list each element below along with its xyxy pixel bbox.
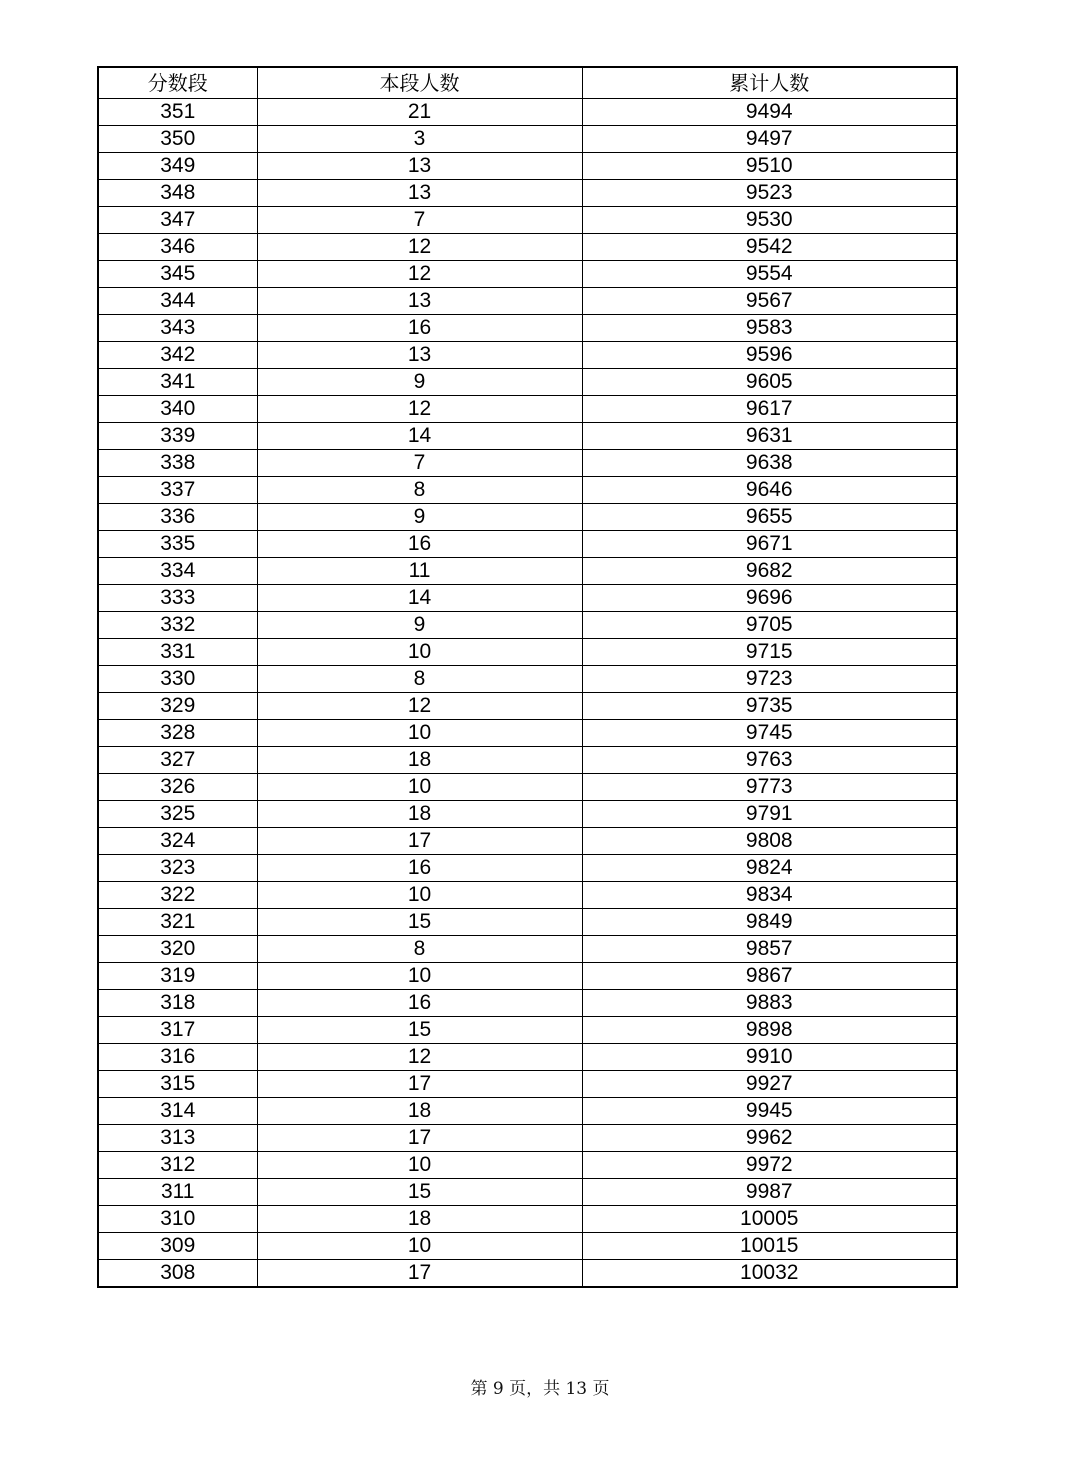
- table-row: [98, 99, 957, 126]
- table-row: [98, 990, 957, 1017]
- score-cell: 322: [98, 882, 257, 909]
- cumulative-count-cell: 9883: [582, 990, 957, 1017]
- cumulative-count-cell: 9638: [582, 450, 957, 477]
- table-row: [98, 207, 957, 234]
- cumulative-count-cell: 9927: [582, 1071, 957, 1098]
- segment-count-cell: 11: [257, 558, 582, 585]
- segment-count-cell: 16: [257, 990, 582, 1017]
- cumulative-count-cell: 10005: [582, 1206, 957, 1233]
- score-cell: 328: [98, 720, 257, 747]
- score-cell: 338: [98, 450, 257, 477]
- cumulative-count-cell: 9763: [582, 747, 957, 774]
- score-cell: 336: [98, 504, 257, 531]
- score-cell: 321: [98, 909, 257, 936]
- table-row: [98, 1179, 957, 1206]
- score-cell: 346: [98, 234, 257, 261]
- table-row: [98, 963, 957, 990]
- table-row: [98, 180, 957, 207]
- table-row: [98, 1098, 957, 1125]
- score-cell: 351: [98, 99, 257, 126]
- table-row: [98, 936, 957, 963]
- cumulative-count-cell: 9567: [582, 288, 957, 315]
- table-row: [98, 828, 957, 855]
- score-cell: 334: [98, 558, 257, 585]
- score-cell: 314: [98, 1098, 257, 1125]
- segment-count-cell: 8: [257, 666, 582, 693]
- score-cell: 311: [98, 1179, 257, 1206]
- score-cell: 337: [98, 477, 257, 504]
- score-cell: 332: [98, 612, 257, 639]
- score-cell: 320: [98, 936, 257, 963]
- header-cumulative-count: 累计人数: [582, 67, 957, 99]
- table-row: [98, 504, 957, 531]
- cumulative-count-cell: 9682: [582, 558, 957, 585]
- segment-count-cell: 15: [257, 1017, 582, 1044]
- score-cell: 341: [98, 369, 257, 396]
- table-row: [98, 369, 957, 396]
- table-row: [98, 315, 957, 342]
- cumulative-count-cell: 9494: [582, 99, 957, 126]
- table-row: [98, 882, 957, 909]
- cumulative-count-cell: 9596: [582, 342, 957, 369]
- segment-count-cell: 17: [257, 828, 582, 855]
- table-row: [98, 396, 957, 423]
- table-row: [98, 747, 957, 774]
- segment-count-cell: 15: [257, 1179, 582, 1206]
- score-cell: 347: [98, 207, 257, 234]
- table-row: [98, 585, 957, 612]
- table-row: [98, 153, 957, 180]
- page-number: 第 9 页，共 13 页: [470, 1379, 610, 1399]
- score-cell: 315: [98, 1071, 257, 1098]
- cumulative-count-cell: 10032: [582, 1260, 957, 1288]
- segment-count-cell: 12: [257, 234, 582, 261]
- segment-count-cell: 7: [257, 450, 582, 477]
- segment-count-cell: 9: [257, 504, 582, 531]
- cumulative-count-cell: 9972: [582, 1152, 957, 1179]
- segment-count-cell: 13: [257, 180, 582, 207]
- cumulative-count-cell: 9605: [582, 369, 957, 396]
- cumulative-count-cell: 9791: [582, 801, 957, 828]
- cumulative-count-cell: 9696: [582, 585, 957, 612]
- cumulative-count-cell: 9987: [582, 1179, 957, 1206]
- cumulative-count-cell: 9671: [582, 531, 957, 558]
- cumulative-count-cell: 9773: [582, 774, 957, 801]
- table-row: [98, 477, 957, 504]
- table-row: [98, 261, 957, 288]
- segment-count-cell: 9: [257, 369, 582, 396]
- table-body: [98, 99, 957, 1288]
- segment-count-cell: 7: [257, 207, 582, 234]
- score-cell: 317: [98, 1017, 257, 1044]
- segment-count-cell: 16: [257, 855, 582, 882]
- segment-count-cell: 17: [257, 1071, 582, 1098]
- segment-count-cell: 10: [257, 639, 582, 666]
- segment-count-cell: 10: [257, 882, 582, 909]
- table-row: [98, 1044, 957, 1071]
- segment-count-cell: 9: [257, 612, 582, 639]
- table-row: [98, 234, 957, 261]
- score-cell: 316: [98, 1044, 257, 1071]
- score-cell: 329: [98, 693, 257, 720]
- cumulative-count-cell: 9715: [582, 639, 957, 666]
- segment-count-cell: 10: [257, 1233, 582, 1260]
- score-cell: 330: [98, 666, 257, 693]
- cumulative-count-cell: 9962: [582, 1125, 957, 1152]
- score-cell: 326: [98, 774, 257, 801]
- cumulative-count-cell: 9554: [582, 261, 957, 288]
- cumulative-count-cell: 9898: [582, 1017, 957, 1044]
- score-cell: 319: [98, 963, 257, 990]
- segment-count-cell: 12: [257, 693, 582, 720]
- segment-count-cell: 17: [257, 1125, 582, 1152]
- table-row: [98, 1233, 957, 1260]
- header-score-range: 分数段: [98, 67, 257, 99]
- segment-count-cell: 17: [257, 1260, 582, 1288]
- table-row: [98, 720, 957, 747]
- segment-count-cell: 13: [257, 288, 582, 315]
- score-cell: 340: [98, 396, 257, 423]
- cumulative-count-cell: 9910: [582, 1044, 957, 1071]
- table-row: [98, 1071, 957, 1098]
- cumulative-count-cell: 9523: [582, 180, 957, 207]
- cumulative-count-cell: 9867: [582, 963, 957, 990]
- cumulative-count-cell: 9631: [582, 423, 957, 450]
- score-cell: 313: [98, 1125, 257, 1152]
- score-cell: 323: [98, 855, 257, 882]
- table-row: [98, 774, 957, 801]
- table-row: [98, 450, 957, 477]
- score-cell: 327: [98, 747, 257, 774]
- table-row: [98, 531, 957, 558]
- table-row: [98, 1206, 957, 1233]
- table-row: [98, 1152, 957, 1179]
- cumulative-count-cell: 9655: [582, 504, 957, 531]
- table-row: [98, 1017, 957, 1044]
- table-row: [98, 126, 957, 153]
- segment-count-cell: 13: [257, 153, 582, 180]
- segment-count-cell: 15: [257, 909, 582, 936]
- cumulative-count-cell: 9646: [582, 477, 957, 504]
- segment-count-cell: 18: [257, 801, 582, 828]
- cumulative-count-cell: 9857: [582, 936, 957, 963]
- cumulative-count-cell: 9849: [582, 909, 957, 936]
- segment-count-cell: 10: [257, 774, 582, 801]
- cumulative-count-cell: 9745: [582, 720, 957, 747]
- cumulative-count-cell: 9617: [582, 396, 957, 423]
- score-cell: 318: [98, 990, 257, 1017]
- score-cell: 325: [98, 801, 257, 828]
- table-row: [98, 639, 957, 666]
- score-cell: 345: [98, 261, 257, 288]
- score-cell: 339: [98, 423, 257, 450]
- segment-count-cell: 10: [257, 963, 582, 990]
- score-cell: 348: [98, 180, 257, 207]
- segment-count-cell: 13: [257, 342, 582, 369]
- table-row: [98, 558, 957, 585]
- table-row: [98, 693, 957, 720]
- segment-count-cell: 8: [257, 477, 582, 504]
- score-cell: 342: [98, 342, 257, 369]
- segment-count-cell: 14: [257, 423, 582, 450]
- cumulative-count-cell: 10015: [582, 1233, 957, 1260]
- table-row: [98, 801, 957, 828]
- cumulative-count-cell: 9705: [582, 612, 957, 639]
- score-cell: 310: [98, 1206, 257, 1233]
- cumulative-count-cell: 9530: [582, 207, 957, 234]
- table-row: [98, 909, 957, 936]
- segment-count-cell: 18: [257, 747, 582, 774]
- score-cell: 344: [98, 288, 257, 315]
- table-row: [98, 612, 957, 639]
- segment-count-cell: 16: [257, 315, 582, 342]
- score-cell: 343: [98, 315, 257, 342]
- score-cell: 312: [98, 1152, 257, 1179]
- cumulative-count-cell: 9510: [582, 153, 957, 180]
- segment-count-cell: 16: [257, 531, 582, 558]
- score-cell: 335: [98, 531, 257, 558]
- header-segment-count: 本段人数: [257, 67, 582, 99]
- segment-count-cell: 18: [257, 1098, 582, 1125]
- table-row: [98, 342, 957, 369]
- table-row: [98, 1260, 957, 1288]
- score-cell: 333: [98, 585, 257, 612]
- table-row: [98, 855, 957, 882]
- segment-count-cell: 3: [257, 126, 582, 153]
- score-cell: 331: [98, 639, 257, 666]
- score-cell: 309: [98, 1233, 257, 1260]
- cumulative-count-cell: 9497: [582, 126, 957, 153]
- table-row: [98, 423, 957, 450]
- segment-count-cell: 18: [257, 1206, 582, 1233]
- cumulative-count-cell: 9542: [582, 234, 957, 261]
- score-cell: 350: [98, 126, 257, 153]
- segment-count-cell: 8: [257, 936, 582, 963]
- table-row: [98, 666, 957, 693]
- cumulative-count-cell: 9723: [582, 666, 957, 693]
- table-row: [98, 288, 957, 315]
- segment-count-cell: 14: [257, 585, 582, 612]
- score-cell: 324: [98, 828, 257, 855]
- table-row: [98, 1125, 957, 1152]
- cumulative-count-cell: 9808: [582, 828, 957, 855]
- cumulative-count-cell: 9583: [582, 315, 957, 342]
- segment-count-cell: 12: [257, 396, 582, 423]
- score-table: [97, 66, 958, 1288]
- cumulative-count-cell: 9834: [582, 882, 957, 909]
- segment-count-cell: 12: [257, 261, 582, 288]
- segment-count-cell: 21: [257, 99, 582, 126]
- segment-count-cell: 10: [257, 1152, 582, 1179]
- cumulative-count-cell: 9945: [582, 1098, 957, 1125]
- segment-count-cell: 12: [257, 1044, 582, 1071]
- score-cell: 349: [98, 153, 257, 180]
- cumulative-count-cell: 9824: [582, 855, 957, 882]
- score-cell: 308: [98, 1260, 257, 1288]
- table-header-row: [98, 67, 957, 99]
- cumulative-count-cell: 9735: [582, 693, 957, 720]
- segment-count-cell: 10: [257, 720, 582, 747]
